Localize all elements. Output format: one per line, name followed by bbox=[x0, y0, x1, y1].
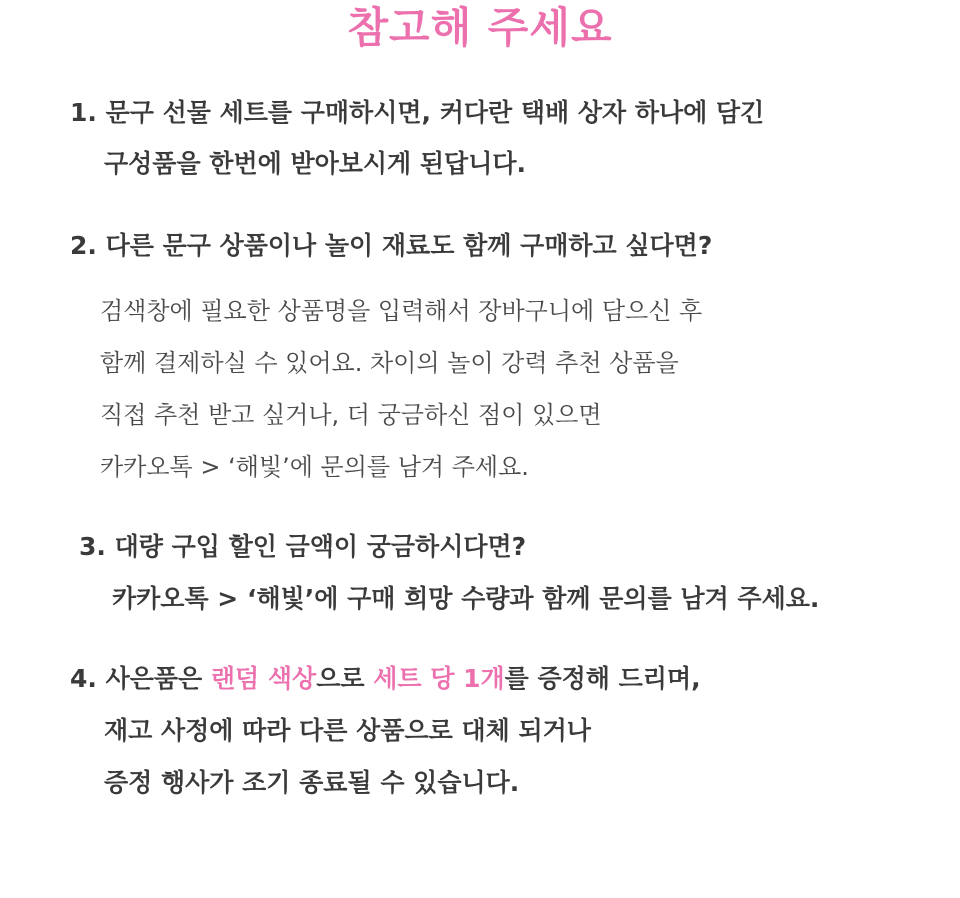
section4-line3: 증정 행사가 조기 종료될 수 있습니다. bbox=[104, 768, 520, 797]
section3-line2: 카카오톡 > ‘해빛’에 구매 희망 수량과 함께 문의를 남겨 주세요. bbox=[112, 584, 820, 613]
section4-line1-mid: 으로 bbox=[316, 664, 374, 693]
section4-line1-suffix: 를 증정해 드리며, bbox=[504, 664, 701, 693]
section4-line1 bbox=[70, 661, 701, 697]
section2-body-line3: 직접 추천 받고 싶거나, 더 궁금하신 점이 있으면 bbox=[100, 401, 602, 429]
section1-line1: 1. 문구 선물 세트를 구매하시면, 커다란 택배 상자 하나에 담긴 bbox=[70, 98, 765, 127]
section1-line2: 구성품을 한번에 받아보시게 된답니다. bbox=[104, 149, 527, 178]
section4-line1-prefix: 4. 사은품은 bbox=[70, 664, 211, 693]
highlight-random-color: 랜덤 색상 bbox=[210, 664, 317, 693]
section2-body-line1: 검색창에 필요한 상품명을 입력해서 장바구니에 담으신 후 bbox=[100, 297, 703, 325]
section4-line2: 재고 사정에 따라 다른 상품으로 대체 되거나 bbox=[104, 716, 591, 745]
section2-body-line2: 함께 결제하실 수 있어요. 차이의 놀이 강력 추천 상품을 bbox=[100, 349, 679, 377]
highlight-one-per-set: 세트 당 1개 bbox=[373, 664, 505, 693]
section2-heading: 2. 다른 문구 상품이나 놀이 재료도 함께 구매하고 싶다면? bbox=[70, 231, 713, 260]
page-title: 참고해 주세요 bbox=[347, 3, 613, 52]
section3-heading: 3. 대량 구입 할인 금액이 궁금하시다면? bbox=[79, 532, 527, 561]
section2-body-line4: 카카오톡 > ‘해빛’에 문의를 남겨 주세요. bbox=[100, 453, 529, 481]
